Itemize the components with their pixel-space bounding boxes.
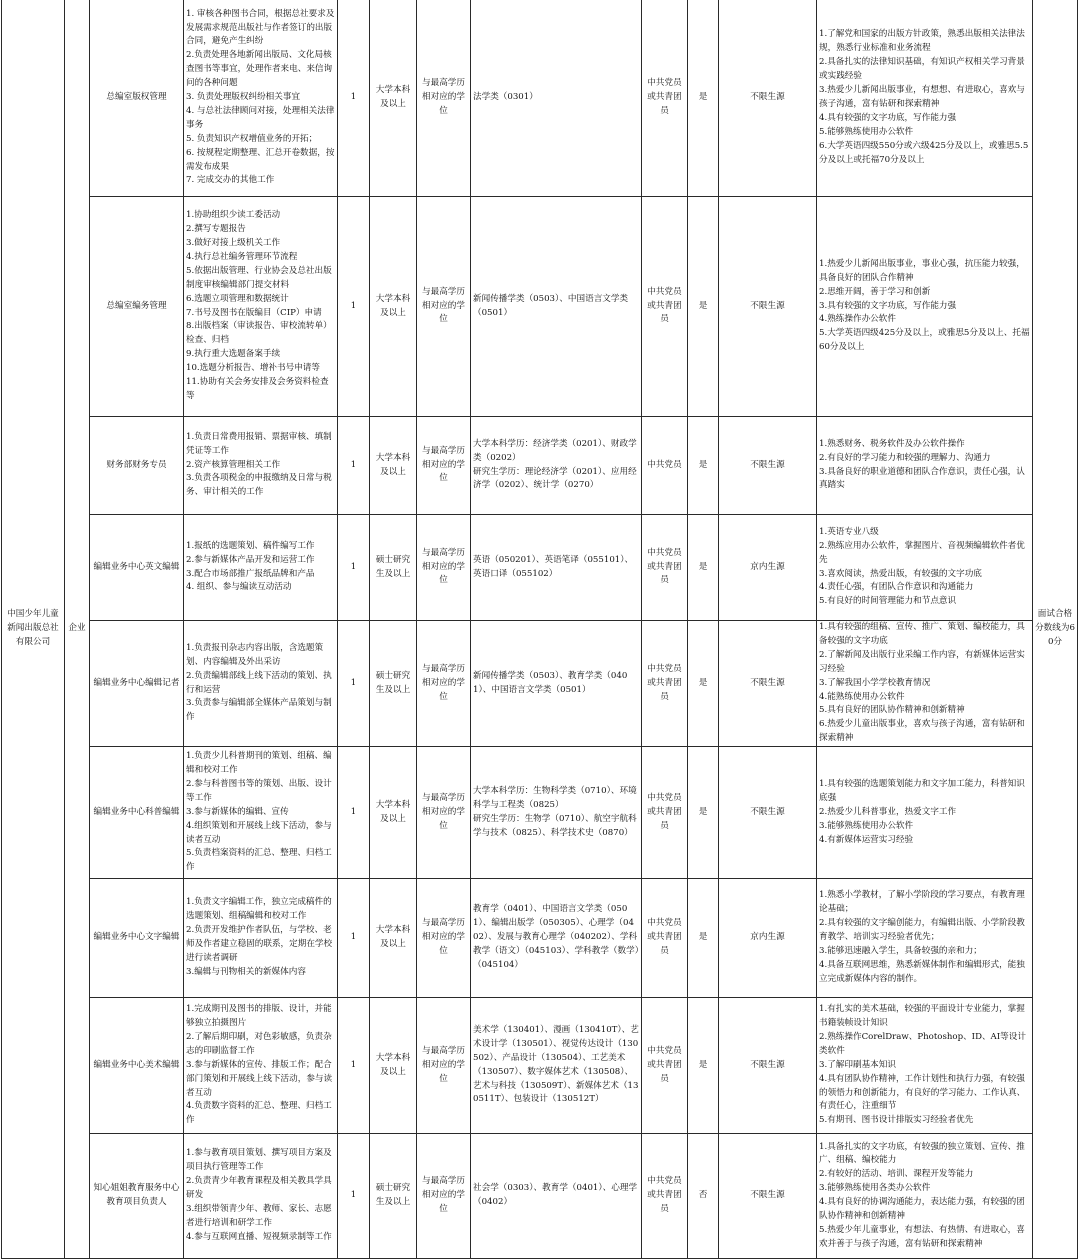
requirements-cell-line: 1.英语专业八级 [819,526,879,537]
duties-cell-line: 2.负责开发维护作者队伍，与学校、老师及作者建立稳固的联系，定期在学校进行读者调研 [186,925,333,964]
degree-cell: 与最高学历相对应的学位 [417,998,471,1134]
major-cell [471,0,642,197]
table-row [2,0,1078,197]
count-cell: 1 [338,1134,370,1259]
education-cell: 大学本科及以上 [370,747,417,879]
requirements-cell-line: 4.具备互联网思维，熟悉新媒体制作和编辑形式，能独立完成新媒体内容的制作。 [819,960,1025,984]
position-cell: 知心姐姐教育服务中心教育项目负责人 [90,1134,184,1259]
requirements-cell-line: 3.喜欢阅读，热爱出版，有较强的文字功底 [819,568,982,579]
requirements-cell-line: 6.大学英语四级550分或六级425分及以上，或雅思5.5分及以上或托福70分及以上 [819,140,1029,165]
education-cell: 硕士研究生及以上 [370,621,417,747]
major-cell-line: 研究生学历：理论经济学（0201）、应用经济学（0202）、统计学（0270） [473,466,637,491]
duties-cell-line: 1. 审核各种图书合同，根据总社要求及发展需求规范出版社与作者签订的出版合同，避免产生纠纷 [186,8,335,47]
duties-cell-line: 1.完成期刊及图书的排版、设计，并能够独立拍摄图片 [186,1004,332,1028]
requirements-cell-line: 2.具有较强的文字编创能力，有编辑出版、小学阶段教育教学、培训实习经验者优先； [819,918,1025,943]
duties-cell-line: 3. 负责处理版权纠纷相关事宜 [186,92,301,103]
source-cell: 不限生源 [719,0,817,197]
duties-cell-line: 2.负责青少年教育课程及相关教具学具研发 [186,1176,332,1201]
position-cell: 编辑业务中心编辑记者 [90,621,184,747]
duties-cell-line: 2.负责处理各地新闻出版局、文化局核查图书等事宜，处理作者来电、来信询问的各种问题 [186,50,333,89]
position-cell: 财务部财务专员 [90,417,184,515]
requirements-cell-line: 3.具备良好的职业道德和团队合作意识，责任心强，认真踏实 [819,466,1025,491]
duties-cell-line: 10.选题分析报告、增补书号申请等 [186,363,320,374]
requirements-cell-line: 5.有期刊、图书设计排版实习经验者优先 [819,1115,974,1126]
degree-cell: 与最高学历相对应的学位 [417,0,471,197]
requirements-cell-line: 4.具有良好的协调沟通能力，表达能力强，有较强的团队协作精神和创新精神 [819,1197,1025,1222]
requirements-cell-line: 1.具备扎实的文字功底，有较强的独立策划、宣传、推广、组稿、编校能力 [819,1141,1025,1166]
requirements-cell [817,621,1033,747]
source-cell: 不限生源 [719,197,817,417]
duties-cell [184,515,338,621]
major-cell [471,515,642,621]
duties-cell-line: 3.参与新媒体的宣传、排版工作；配合部门策划和开展线上线下活动，参与读者互动 [186,1059,333,1098]
requirements-cell-line: 5.热爱少年儿童事业，有想法、有热情、有进取心，喜欢并善于与孩子沟通，富有钻研和探索精神 [819,1224,1025,1249]
count-cell: 1 [338,879,370,998]
requirements-cell-line: 3.了解我国小学学校教育情况 [819,677,931,688]
major-cell [471,1134,642,1259]
politics-cell: 中共党员或共青团员 [642,747,688,879]
duties-cell-line: 6. 按规程定期整理、汇总开卷数据，按需发布成果 [186,147,335,172]
politics-cell: 中共党员或共青团员 [642,621,688,747]
position-cell: 编辑业务中心文字编辑 [90,879,184,998]
position-cell: 总编室编务管理 [90,197,184,417]
degree-cell: 与最高学历相对应的学位 [417,417,471,515]
score-note-cell: 面试合格分数线为60分 [1033,0,1078,1259]
major-cell-line: 社会学（0303）、教育学（0401）、心理学（0402） [473,1183,638,1208]
source-cell: 不限生源 [719,747,817,879]
requirements-cell-line: 2.有良好的学习能力和较强的理解力、沟通力 [819,452,991,463]
duties-cell-line: 5.负责档案资料的汇总、整理、归档工作 [186,848,332,873]
degree-cell: 与最高学历相对应的学位 [417,1134,471,1259]
position-cell: 总编室版权管理 [90,0,184,197]
duties-cell-line: 5.依据出版管理、行业协会及总社出版制度审核编辑部门提交材料 [186,265,332,290]
count-cell: 1 [338,747,370,879]
recruitment-table [1,0,1078,1259]
requirements-cell [817,0,1033,197]
requirements-cell [817,998,1033,1134]
unit-type-cell: 企业 [65,0,90,1259]
education-cell: 大学本科及以上 [370,998,417,1134]
table-row [2,621,1078,747]
duties-cell [184,998,338,1134]
table-row [2,1134,1078,1259]
major-cell-line: 英语（050201）、英语笔译（055101）、英语口译（055102） [473,554,634,579]
duties-cell-line: 3.组织带领青少年、教师、家长、志愿者进行培训和研学工作 [186,1204,332,1229]
requirements-cell-line: 1.具有较强的选题策划能力和文字加工能力，科普知识底强 [819,778,1025,803]
duties-cell [184,747,338,879]
politics-cell: 中共党员或共青团员 [642,515,688,621]
education-cell: 硕士研究生及以上 [370,515,417,621]
count-cell: 1 [338,998,370,1134]
requirements-cell-line: 1.热爱少儿新闻出版事业，事业心强，抗压能力较强，具备良好的团队合作精神 [819,258,1025,283]
duties-cell-line: 4. 与总社法律顾问对接，处理相关法律事务 [186,105,335,130]
duties-cell-line: 2.撰写专题报告 [186,224,246,235]
duties-cell-line: 4.执行总社编务管理环节流程 [186,251,298,262]
count-cell: 1 [338,197,370,417]
duties-cell [184,197,338,417]
position-cell: 编辑业务中心英文编辑 [90,515,184,621]
education-cell: 大学本科及以上 [370,879,417,998]
requirements-cell-line: 4.具有团队协作精神，工作计划性和执行力强，有较强的领悟力和创新能力，有良好的学习能力、工作认真、有责任心，注重细节 [819,1073,1026,1112]
politics-cell: 中共党员或共青团员 [642,879,688,998]
major-cell-line: 大学本科学历：生物科学类（0710）、环境科学与工程类（0825） [473,785,637,810]
duties-cell-line: 2.参与科普图书等的策划、出版、设计等工作 [186,778,332,803]
duties-cell-line: 2.负责编辑部线上线下活动的策划、执行和运营 [186,670,332,695]
duties-cell-line: 3.负责参与编辑部全媒体产品策划与制作 [186,698,332,723]
count-cell: 1 [338,0,370,197]
education-cell: 大学本科及以上 [370,417,417,515]
major-cell-line: 大学本科学历：经济学类（0201）、财政学类（0202） [473,438,637,463]
requirements-cell-line: 5.有良好的时间管理能力和节点意识 [819,596,957,607]
requirements-cell-line: 4.具有较强的文字功底，写作能力强 [819,112,957,123]
requirements-cell [817,879,1033,998]
duties-cell-line: 1.负责文字编辑工作，独立完成稿件的选题策划、组稿编辑和校对工作 [186,897,332,922]
table-row [2,197,1078,417]
table-body [2,0,1078,1259]
source-cell: 不限生源 [719,621,817,747]
duties-cell [184,621,338,747]
major-cell [471,197,642,417]
degree-cell: 与最高学历相对应的学位 [417,621,471,747]
duties-cell [184,879,338,998]
requirements-cell-line: 3.能够熟练使用办公软件 [819,820,914,831]
politics-cell: 中共党员或共青团员 [642,0,688,197]
requirements-cell-line: 2.有较好的活动、培训、课程开发等能力 [819,1169,974,1180]
source-cell: 京内生源 [719,515,817,621]
position-cell: 编辑业务中心美术编辑 [90,998,184,1134]
duties-cell-line: 1.负责少儿科普期刊的策划、组稿、编辑和校对工作 [186,751,332,775]
requirements-cell-line: 4.能熟练使用办公软件 [819,691,905,702]
major-cell-line: 新闻传播学类（0503）、教育学类（0401）、中国语言文学类（0501） [473,670,628,695]
fulltime-cell: 是 [688,197,719,417]
duties-cell [184,0,338,197]
requirements-cell [817,515,1033,621]
major-cell [471,998,642,1134]
source-cell: 不限生源 [719,1134,817,1259]
duties-cell-line: 3.负责各项税金的申报缴纳及日常与税务、审计相关的工作 [186,473,332,498]
requirements-cell-line: 1.了解党和国家的出版方针政策，熟悉出版相关法律法规，熟悉行业标准和业务流程 [819,29,1025,54]
duties-cell-line: 8.出版档案（审读报告、审校流转单）检查、归档 [186,321,332,346]
table-row [2,879,1078,998]
requirements-cell-line: 2.具备扎实的法律知识基础，有知识产权相关学习背景或实践经验 [819,57,1025,82]
fulltime-cell: 是 [688,621,719,747]
table-row [2,515,1078,621]
requirements-cell-line: 3.具有较强的文字功底，写作能力强 [819,300,957,311]
requirements-cell-line: 2.热爱少儿科普事业，热爱文字工作 [819,806,957,817]
major-cell-line: 新闻传播学类（0503）、中国语言文学类（0501） [473,293,629,318]
duties-cell [184,1134,338,1259]
requirements-cell-line: 3.热爱少儿新闻出版事业，有想想、有进取心，喜欢与孩子沟通，富有钻研和探索精神 [819,85,1025,109]
major-cell [471,747,642,879]
requirements-cell-line: 4.熟练操作办公软件 [819,314,896,325]
duties-cell-line: 4. 组织、参与编读互动活动 [186,582,292,593]
major-cell [471,879,642,998]
major-cell-line: 美术学（130401）、漫画（130410T）、艺术设计学（130501）、视觉传达设计（130502）、产品设计（130504）、工艺美术（130507）、数字媒体艺术（130508）、艺术与科技（130509T）、新媒体艺术（130511T）、包装设计（130512T） [473,1024,639,1105]
requirements-cell-line: 5.具有良好的团队协作精神和创新精神 [819,705,965,716]
politics-cell: 中共党员或共青团员 [642,998,688,1134]
fulltime-cell: 是 [688,879,719,998]
requirements-cell [817,747,1033,879]
degree-cell: 与最高学历相对应的学位 [417,747,471,879]
duties-cell-line: 4.负责数字资料的汇总、整理、归档工作 [186,1101,332,1126]
requirements-cell-line: 3.能够熟练使用各类办公软件 [819,1183,931,1194]
major-cell [471,621,642,747]
education-cell: 硕士研究生及以上 [370,1134,417,1259]
unit-name-cell: 中国少年儿童新闻出版总社有限公司 [2,0,65,1259]
duties-cell-line: 1.协助组织少读工委活动 [186,210,281,221]
requirements-cell-line: 2.熟练操作CorelDraw、Photoshop、ID、AI等设计类软件 [819,1031,1026,1056]
requirements-cell-line: 1.具有较强的组稿、宣传、推广、策划、编校能力，具备较强的文字功底 [819,622,1025,646]
duties-cell-line: 4.组织策划和开展线上线下活动，参与读者互动 [186,820,332,845]
requirements-cell-line: 1.有扎实的美术基础，较强的平面设计专业能力，掌握书籍装帧设计知识 [819,1004,1025,1028]
duties-cell-line: 1.参与教育项目策划、撰写项目方案及项目执行管理等工作 [186,1148,332,1173]
source-cell: 不限生源 [719,417,817,515]
requirements-cell-line: 3.了解印刷基本知识 [819,1059,896,1070]
duties-cell [184,417,338,515]
fulltime-cell: 是 [688,0,719,197]
duties-cell-line: 9.执行重大选题备案手续 [186,349,281,360]
requirements-cell-line: 4.有新媒体运营实习经验 [819,834,914,845]
table-row [2,747,1078,879]
requirements-cell-line: 5.能够熟练使用办公软件 [819,126,914,137]
degree-cell: 与最高学历相对应的学位 [417,197,471,417]
duties-cell-line: 5. 负责知识产权增值业务的开拓； [186,133,318,144]
position-cell: 编辑业务中心科普编辑 [90,747,184,879]
duties-cell-line: 2.了解后期印刷，对色彩敏感，负责杂志的印刷监督工作 [186,1031,332,1056]
duties-cell-line: 7. 完成交办的其他工作 [186,175,275,186]
major-cell-line: 教育学（0401）、中国语言文学类（0501）、编辑出版学（050305）、心理学（0402）、发展与教育心理学（040202）、学科教学（语文）（045103）、学科教学（数学）（045104） [473,904,640,971]
duties-cell-line: 2.资产核算管理相关工作 [186,459,281,470]
requirements-cell-line: 2.思维开阔，善于学习和创新 [819,286,931,297]
fulltime-cell: 是 [688,998,719,1134]
duties-cell-line: 3.参与新媒体的编辑、宣传 [186,806,289,817]
source-cell: 京内生源 [719,879,817,998]
duties-cell-line: 1.报纸的选题策划、稿件编写工作 [186,540,315,551]
requirements-cell-line: 4.责任心强，有团队合作意识和沟通能力 [819,582,974,593]
degree-cell: 与最高学历相对应的学位 [417,879,471,998]
table-row [2,417,1078,515]
requirements-cell [817,197,1033,417]
duties-cell-line: 2.参与新媒体产品开发和运营工作 [186,554,315,565]
requirements-cell [817,417,1033,515]
duties-cell-line: 4.参与互联网直播、短视频录制等工作 [186,1231,332,1242]
fulltime-cell: 是 [688,515,719,621]
politics-cell: 中共党员或共青团员 [642,197,688,417]
fulltime-cell: 是 [688,417,719,515]
duties-cell-line: 3.编辑与刊物相关的新媒体内容 [186,966,306,977]
duties-cell-line: 1.负责日常费用报销、票据审核、填制凭证等工作 [186,431,332,456]
education-cell: 大学本科及以上 [370,197,417,417]
fulltime-cell: 是 [688,747,719,879]
requirements-cell-line: 2.了解新闻及出版行业采编工作内容，有新媒体运营实习经验 [819,649,1025,674]
requirements-cell-line: 3.能够迅速融入学生，具备较强的亲和力； [819,946,982,957]
education-cell: 大学本科及以上 [370,0,417,197]
count-cell: 1 [338,417,370,515]
table-row [2,998,1078,1134]
major-cell-line: 法学类（0301） [473,92,538,103]
duties-cell-line: 7.书号及图书在版编目（CIP）申请 [186,307,322,318]
requirements-cell-line: 2.熟练应用办公软件，掌握图片、音视频编辑软件者优先 [819,540,1025,565]
duties-cell-line: 3.配合市场部推广报纸品牌和产品 [186,568,315,579]
major-cell [471,417,642,515]
requirements-cell-line: 1.熟悉财务、税务软件及办公软件操作 [819,438,965,449]
requirements-cell-line: 5.大学英语四级425分及以上，或雅思5分及以上、托福60分及以上 [819,328,1030,353]
requirements-cell [817,1134,1033,1259]
requirements-cell-line: 1.熟悉小学教材，了解小学阶段的学习要点，有教育理论基础； [819,890,1025,915]
duties-cell-line: 1.负责报刊杂志内容出版，含选题策划、内容编辑及外出采访 [186,642,324,667]
major-cell-line: 研究生学历：生物学（0710）、航空宇航科学与技术（0825）、科学技术史（0870） [473,813,637,838]
degree-cell: 与最高学历相对应的学位 [417,515,471,621]
politics-cell: 中共党员 [642,417,688,515]
duties-cell-line: 11.协助有关会务安排及会务资料检查等 [186,377,329,401]
count-cell: 1 [338,515,370,621]
source-cell: 不限生源 [719,998,817,1134]
duties-cell-line: 3.做好对接上级机关工作 [186,237,281,248]
fulltime-cell: 否 [688,1134,719,1259]
politics-cell: 中共党员或共青团员 [642,1134,688,1259]
requirements-cell-line: 6.热爱少儿童出版事业，喜欢与孩子沟通，富有钻研和探索精神 [819,719,1025,744]
duties-cell-line: 6.选题立项管理和数据统计 [186,293,289,304]
count-cell: 1 [338,621,370,747]
